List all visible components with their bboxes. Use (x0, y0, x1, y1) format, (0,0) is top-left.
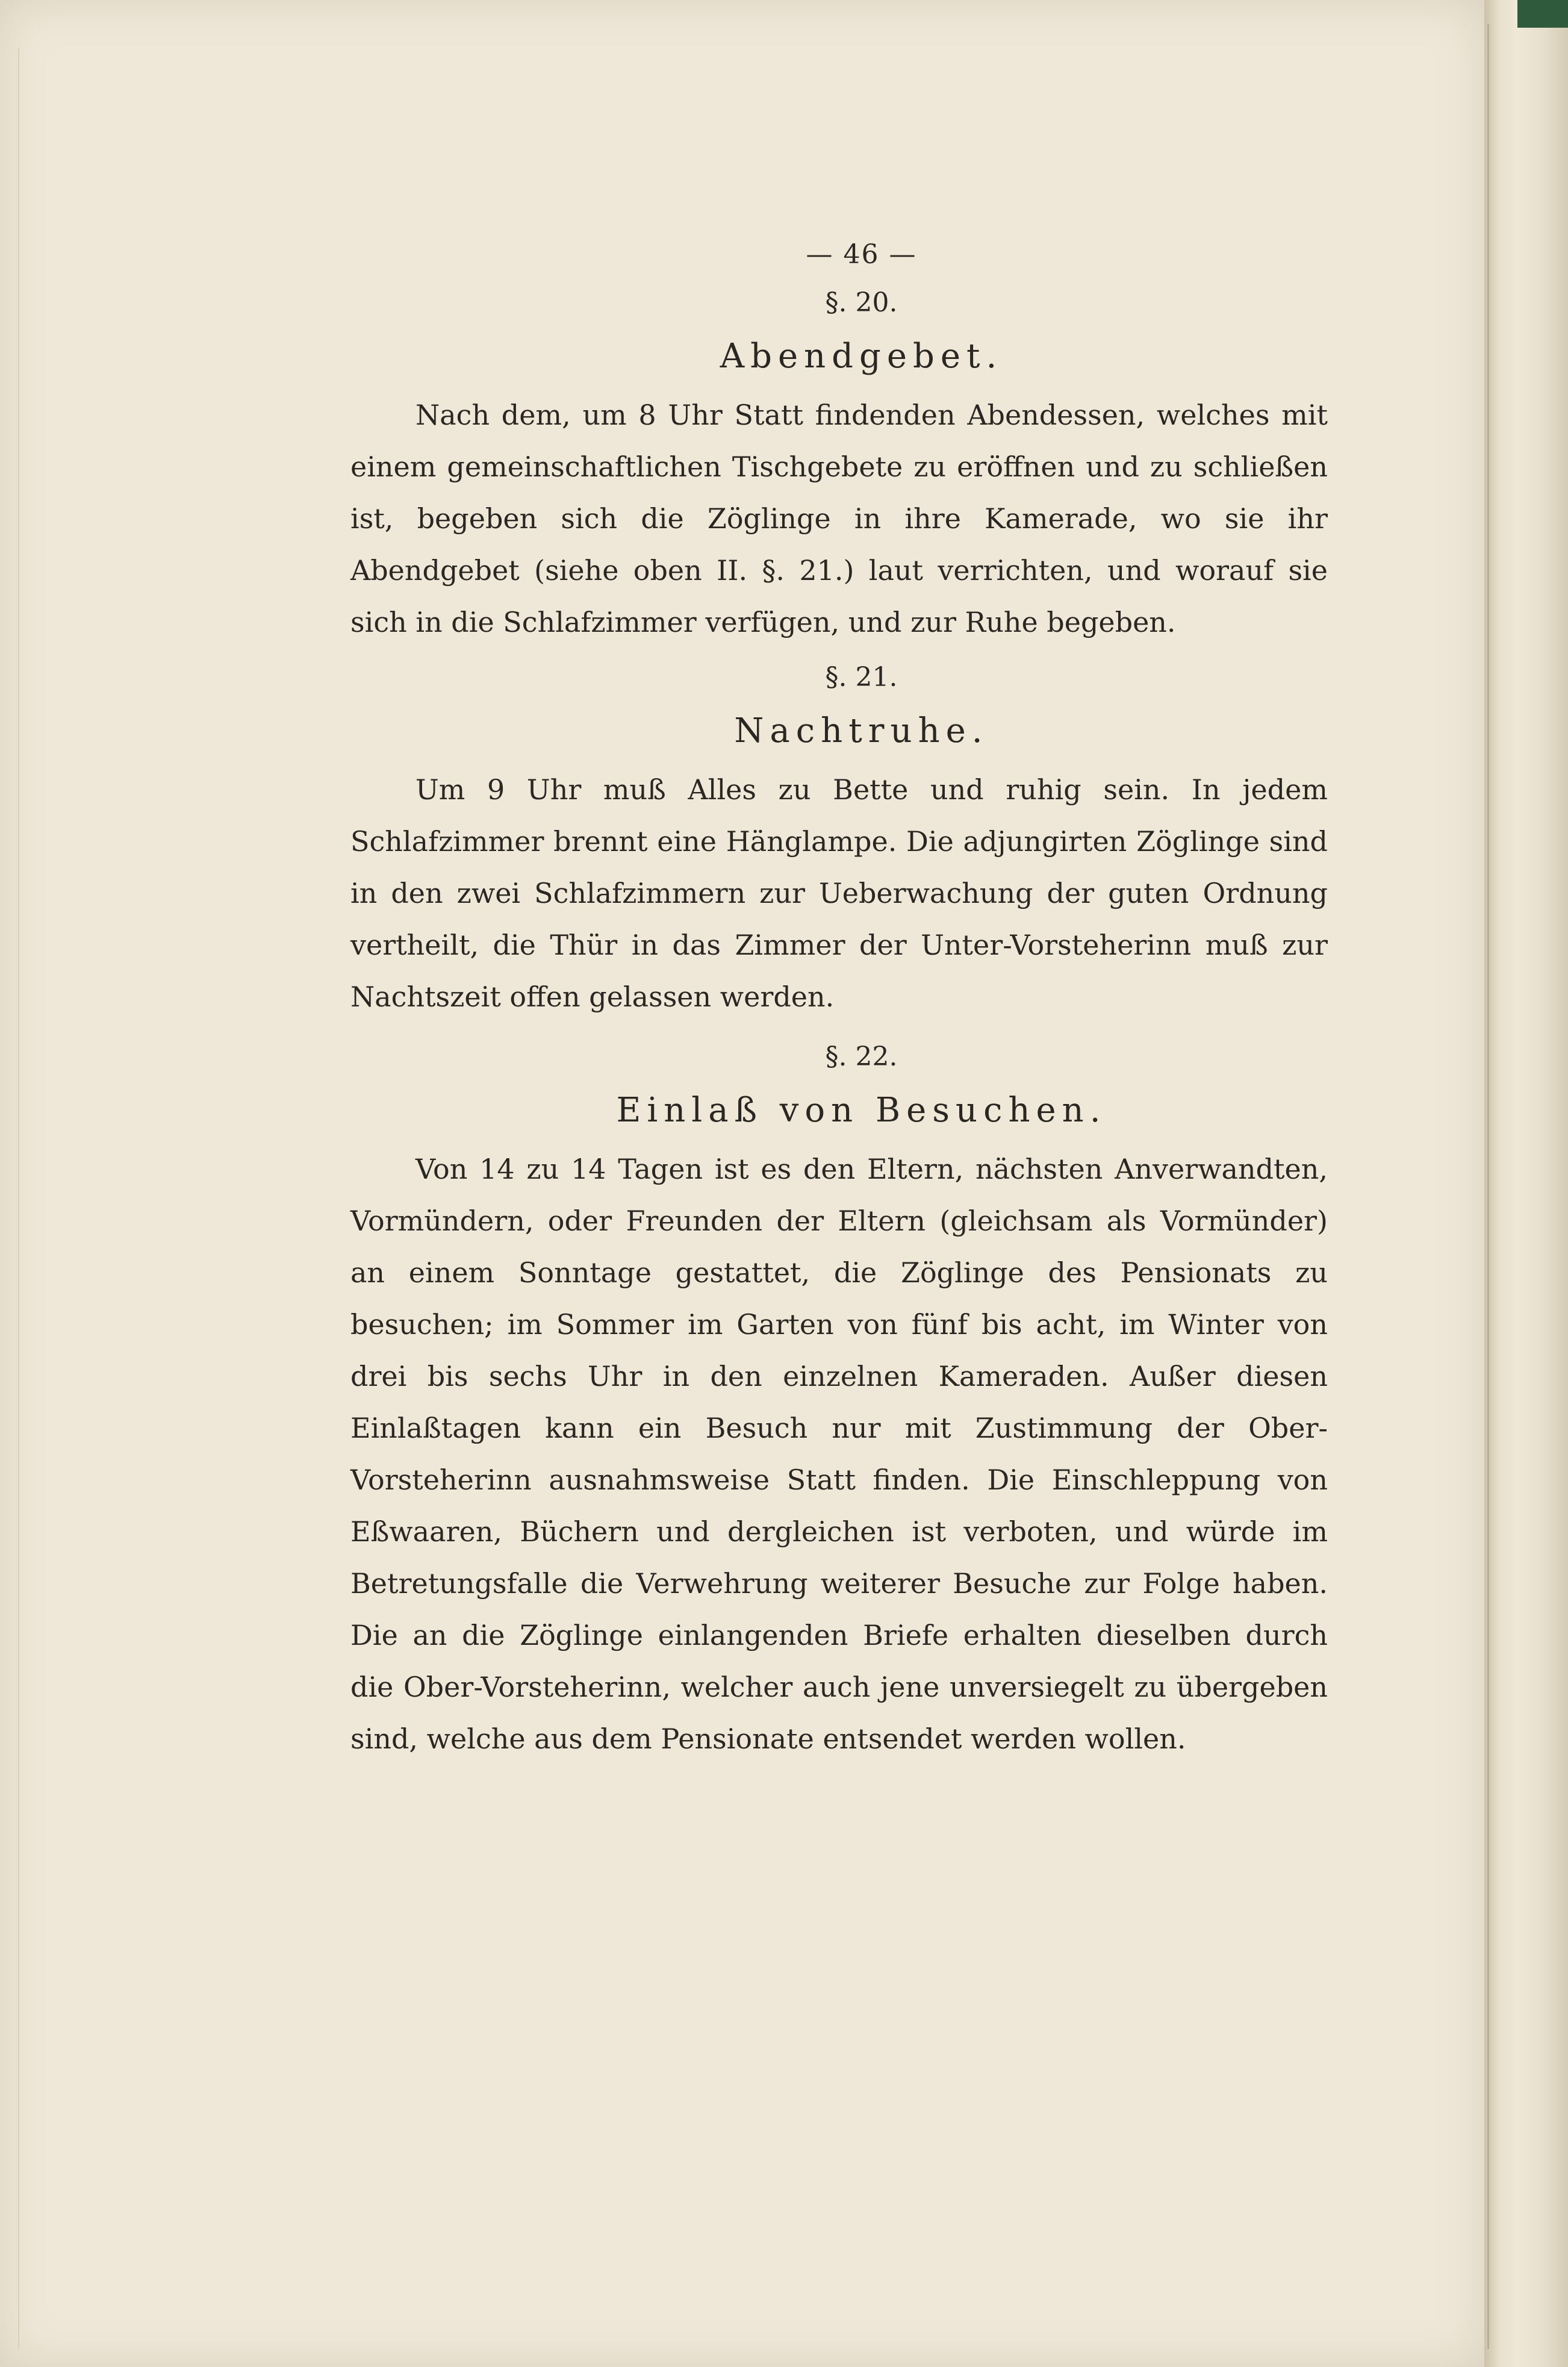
page-fold-line (1487, 24, 1489, 2349)
section-22-number: §. 22. (825, 1041, 898, 1072)
section-21-text: Um 9 Uhr muß Alles zu Bette und ruhig sein. In jedem Schlafzimmer brennt eine Hänglampe. Die adjungirten Zöglinge sind in den zwei Schlafzimmern zur Ueberwachung der guten Ordnung vertheilt, die Thür in das Zimmer der Unter-Vorsteherinn muß zur Nachtszeit offen gelassen werden. (350, 773, 1328, 1013)
section-21-number: §. 21. (825, 662, 898, 693)
section-20-number: §. 20. (825, 287, 898, 318)
page-number: — 46 — (806, 239, 917, 270)
section-20-text: Nach dem, um 8 Uhr Statt findenden Abendessen, welches mit einem gemeinschaftlichen Tischgebete zu eröffnen und zu schließen ist, begeben sich die Zöglinge in ihre Kamerade, wo sie ihr Abendgebet (siehe oben II. §. 21.) laut verrichten, und worauf sie sich in die Schlafzimmer verfügen, und zur Ruhe begeben. (350, 399, 1328, 638)
book-spine-edge (1484, 0, 1568, 2367)
page-margin-line (18, 48, 19, 2349)
section-20-title: Abendgebet. (720, 337, 1003, 376)
binding-cloth (1517, 0, 1568, 28)
section-22-title: Einlaß von Besuchen. (616, 1091, 1107, 1130)
page-content (350, 228, 1328, 1765)
section-21-title: Nachtruhe. (734, 711, 989, 750)
section-22-text: Von 14 zu 14 Tagen ist es den Eltern, nächsten Anverwandten, Vormündern, oder Freunden der Eltern (gleichsam als Vormünder) an einem Sonntage gestattet, die Zöglinge des Pensionats zu besuchen; im Sommer im Garten von fünf bis acht, im Winter von drei bis sechs Uhr in den einzelnen Kameraden. Außer diesen Einlaßtagen kann ein Besuch nur mit Zustimmung der Ober-Vorsteherinn ausnahmsweise Statt finden. Die Einschleppung von Eßwaaren, Büchern und dergleichen ist verboten, und würde im Betretungsfalle die Verwehrung weiterer Besuche zur Folge haben. Die an die Zöglinge einlangenden Briefe erhalten dieselben durch die Ober-Vorsteherinn, welcher auch jene unversiegelt zu übergeben sind, welche aus dem Pensionate entsendet werden wollen. (350, 1153, 1328, 1755)
